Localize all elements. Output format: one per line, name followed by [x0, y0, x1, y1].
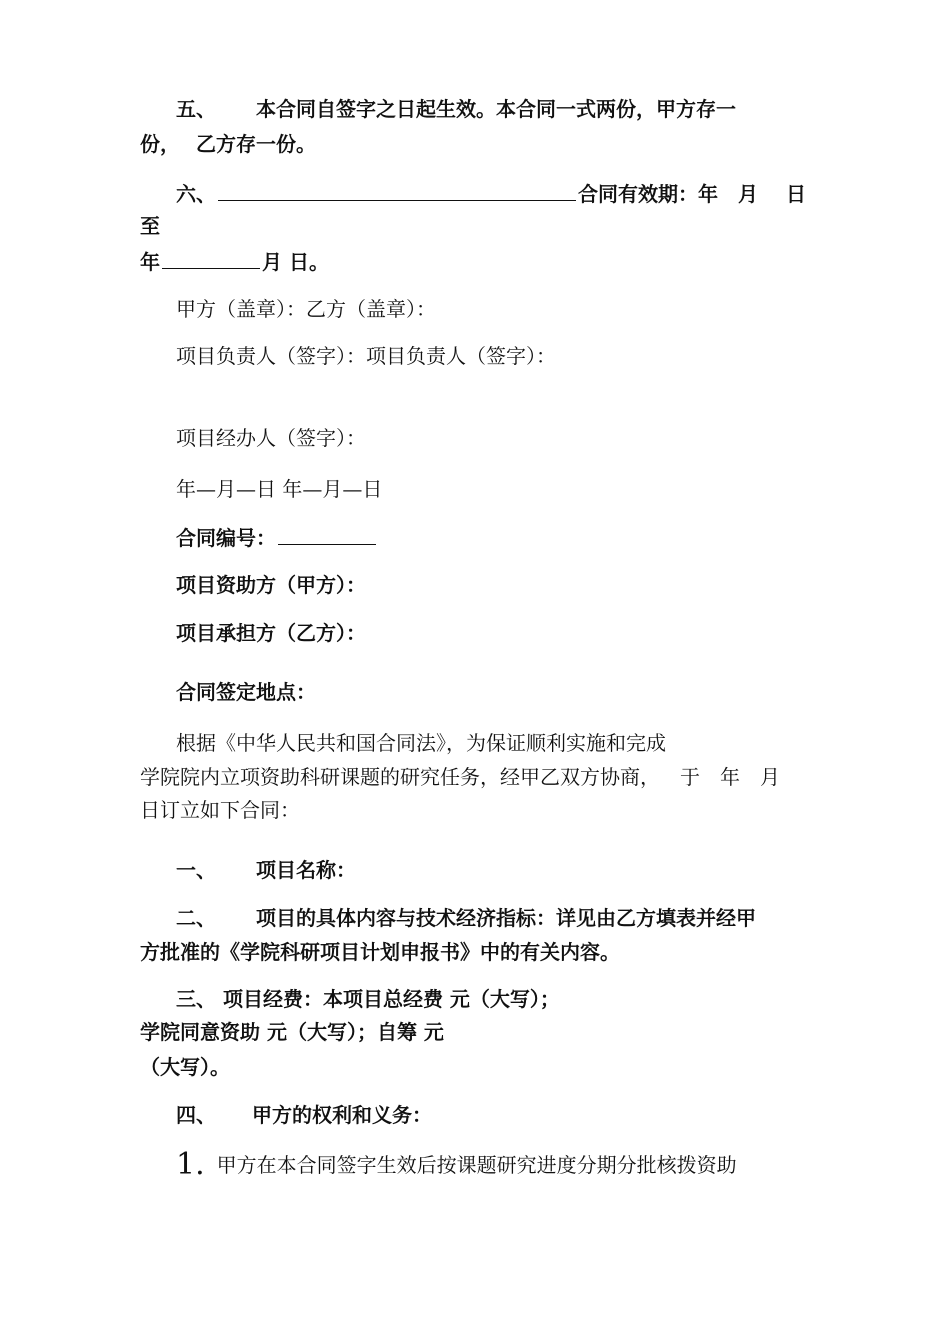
- article-3-line-2: 学院同意资助 元（大写）；自筹 元: [140, 1020, 444, 1044]
- section-5-text: 本合同自签字之日起生效。本合同一式两份，甲方存一: [256, 97, 736, 121]
- signature-parties: 甲方（盖章）：乙方（盖章）：: [176, 297, 436, 321]
- intro-line-3: 日订立如下合同：: [140, 798, 300, 822]
- intro-line-1: 根据《中华人民共和国合同法》，为保证顺利实施和完成: [176, 731, 666, 755]
- clause-1: [176, 1148, 737, 1182]
- clause-1-number: 1.: [176, 1147, 205, 1182]
- article-1: [176, 857, 356, 883]
- signature-leaders: 项目负责人（签字）：项目负责人（签字）：: [176, 344, 556, 368]
- section-6-line-3: 年 月 日。: [140, 250, 329, 274]
- funder-label: 项目资助方（甲方）：: [176, 573, 366, 597]
- section-6-line-2: 至: [140, 214, 160, 238]
- section-6-line-1: 六、 合同有效期：年 月 日: [176, 182, 806, 206]
- undertaker-label: 项目承担方（乙方）：: [176, 621, 366, 645]
- article-2-number: 二、: [176, 906, 216, 930]
- article-4-title: 甲方的权利和义务：: [252, 1103, 432, 1127]
- contract-number-label: 合同编号：: [176, 526, 276, 550]
- signature-handler: 项目经办人（签字）：: [176, 426, 366, 450]
- article-1-title: 项目名称：: [256, 858, 356, 882]
- section-5-line-2: 份， 乙方存一份。: [140, 132, 316, 156]
- article-2-line-2: 方批准的《学院科研项目计划申报书》中的有关内容。: [140, 940, 620, 964]
- contract-number-blank[interactable]: [278, 524, 376, 545]
- article-4: [176, 1102, 432, 1128]
- article-4-number: 四、: [176, 1103, 216, 1127]
- section-6-number: 六、: [176, 182, 216, 206]
- article-3-line-3: （大写）。: [140, 1055, 230, 1079]
- article-1-number: 一、: [176, 858, 216, 882]
- signature-dates: 年—月—日 年—月—日: [176, 477, 383, 501]
- end-month-blank[interactable]: [162, 248, 260, 269]
- validity-blank[interactable]: [218, 180, 576, 201]
- contract-number-row: [176, 524, 378, 551]
- section-5-number: 五、: [176, 97, 216, 121]
- location-label: 合同签定地点：: [176, 680, 316, 704]
- section-5-line-1: [176, 96, 736, 122]
- validity-label: 合同有效期：年: [578, 182, 718, 206]
- article-3-line-1: 三、 项目经费：本项目总经费 元（大写）；: [176, 987, 560, 1011]
- intro-line-2: 学院院内立项资助科研课题的研究任务，经甲乙双方协商， 于 年 月: [140, 765, 780, 789]
- clause-1-text: 甲方在本合同签字生效后按课题研究进度分期分批核拨资助: [216, 1153, 737, 1177]
- article-2-line-1: 二、 项目的具体内容与技术经济指标：详见由乙方填表并经甲: [176, 906, 756, 930]
